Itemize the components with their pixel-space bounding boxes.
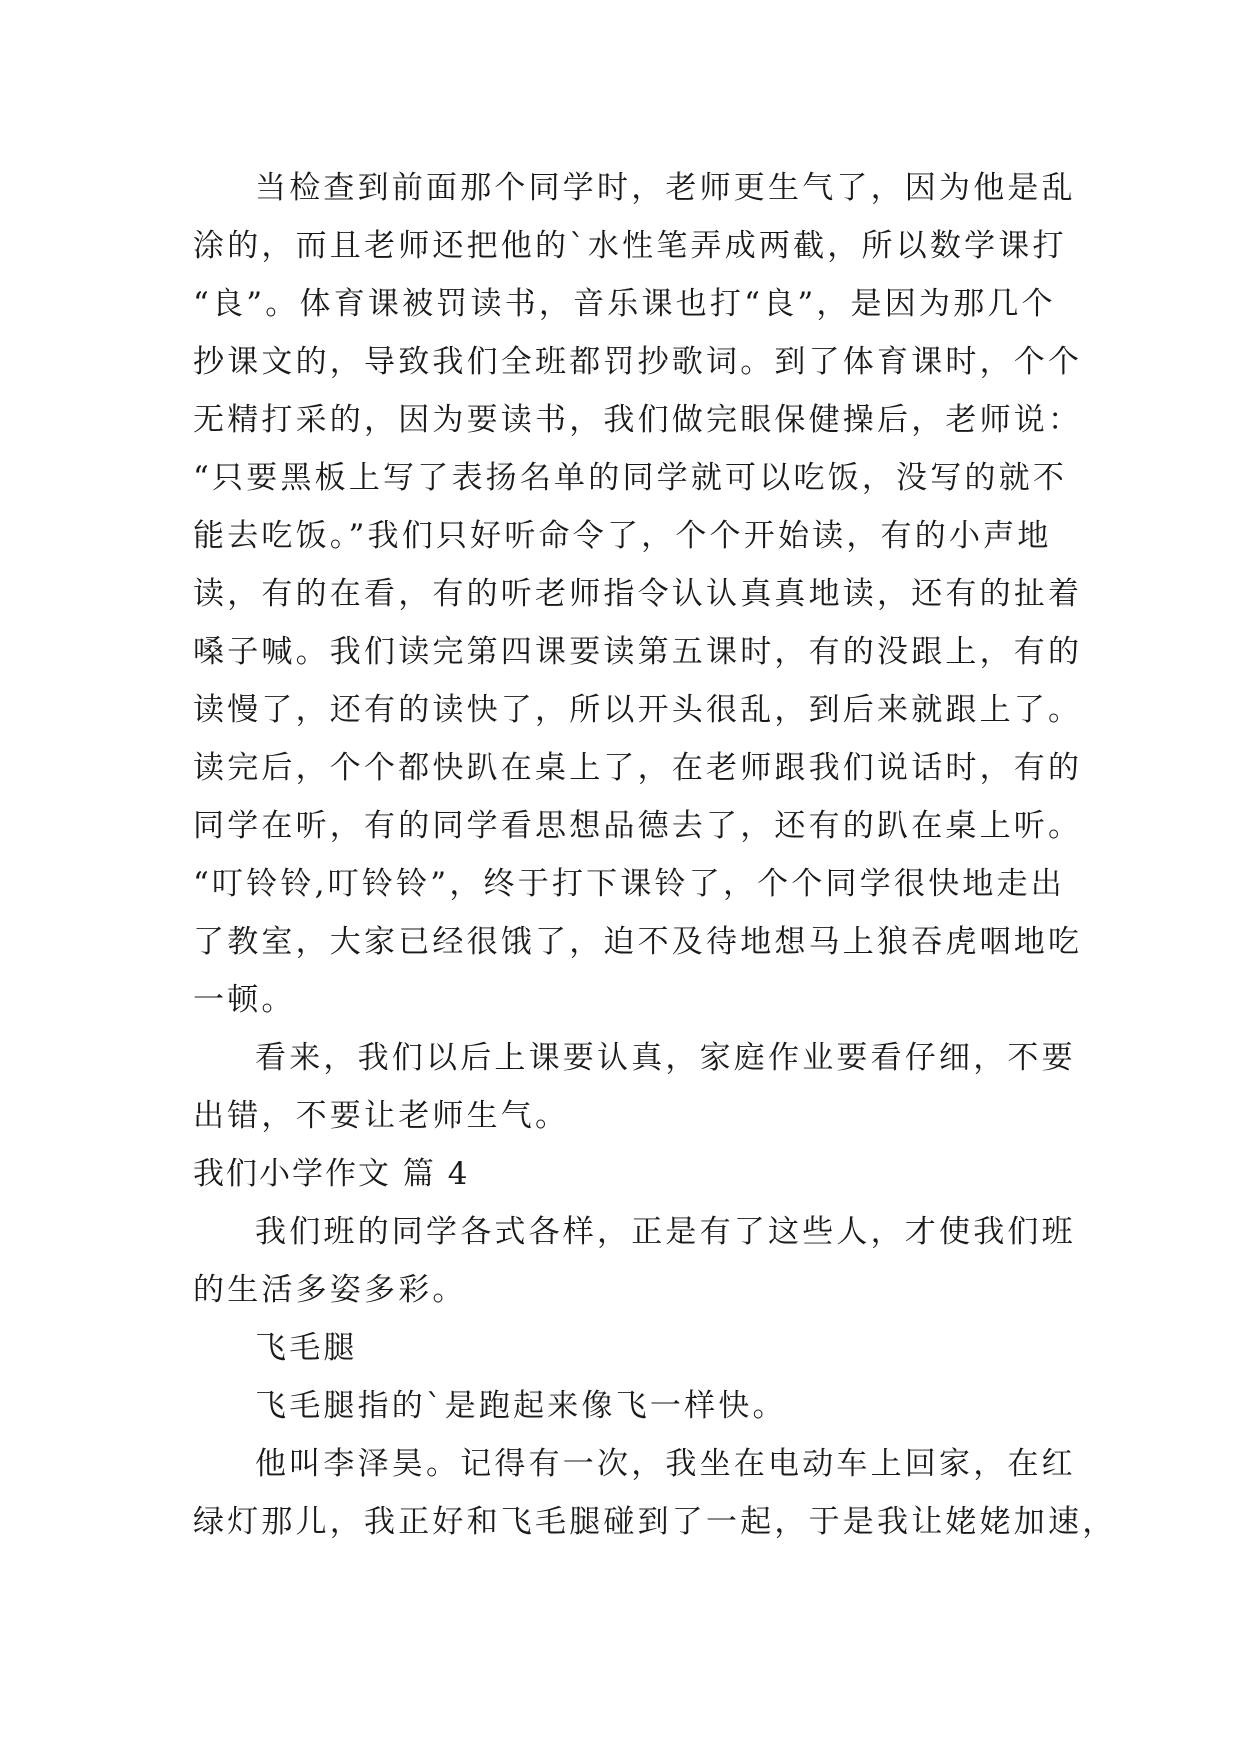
paragraph-line: 飞毛腿指的`是跑起来像飞一样快。 [255,1388,787,1424]
paragraph-line: 嗓子喊。我们读完第四课要读第五课时，有的没跟上，有的 [193,634,1083,670]
paragraph-line: 读，有的在看，有的听老师指令认认真真地读，还有的扯着 [193,576,1083,612]
paragraph-line: 当检查到前面那个同学时，老师更生气了，因为他是乱 [255,170,1076,206]
paragraph-line: 同学在听，有的同学看思想品德去了，还有的趴在桌上听。 [193,808,1083,844]
paragraph-line: 抄课文的，导致我们全班都罚抄歌词。到了体育课时，个个 [193,344,1083,380]
paragraph-line: “只要黑板上写了表扬名单的同学就可以吃饭，没写的就不 [193,460,1068,496]
paragraph-line: 的生活多姿多彩。 [193,1272,467,1308]
paragraph-line: 读完后，个个都快趴在桌上了，在老师跟我们说话时，有的 [193,750,1083,786]
paragraph-line: 涂的，而且老师还把他的`水性笔弄成两截，所以数学课打 [193,228,1067,264]
paragraph-line: 一顿。 [193,982,296,1018]
paragraph-line: 了教室，大家已经很饿了，迫不及待地想马上狼吞虎咽地吃 [193,924,1083,960]
paragraph-line: 他叫李泽昊。记得有一次，我坐在电动车上回家，在红 [255,1446,1076,1482]
paragraph-line: 看来，我们以后上课要认真，家庭作业要看仔细，不要 [255,1040,1076,1076]
paragraph-line: “叮铃铃,叮铃铃”，终于打下课铃了，个个同学很快地走出 [193,866,1065,902]
subheading: 飞毛腿 [255,1330,358,1366]
paragraph-line: 出错，不要让老师生气。 [193,1098,570,1134]
paragraph-line: 绿灯那儿，我正好和飞毛腿碰到了一起，于是我让姥姥加速， [193,1504,1117,1540]
paragraph-line: 读慢了，还有的读快了，所以开头很乱，到后来就跟上了。 [193,692,1083,728]
paragraph-line: 能去吃饭。”我们只好听命令了，个个开始读，有的小声地 [193,518,1052,554]
paragraph-line: “良”。体育课被罚读书，音乐课也打“良”，是因为那几个 [193,286,1056,322]
paragraph-line: 我们班的同学各式各样，正是有了这些人，才使我们班 [255,1214,1076,1250]
paragraph-line: 无精打采的，因为要读书，我们做完眼保健操后，老师说： [193,402,1083,438]
section-heading: 我们小学作文 篇 4 [193,1156,470,1192]
